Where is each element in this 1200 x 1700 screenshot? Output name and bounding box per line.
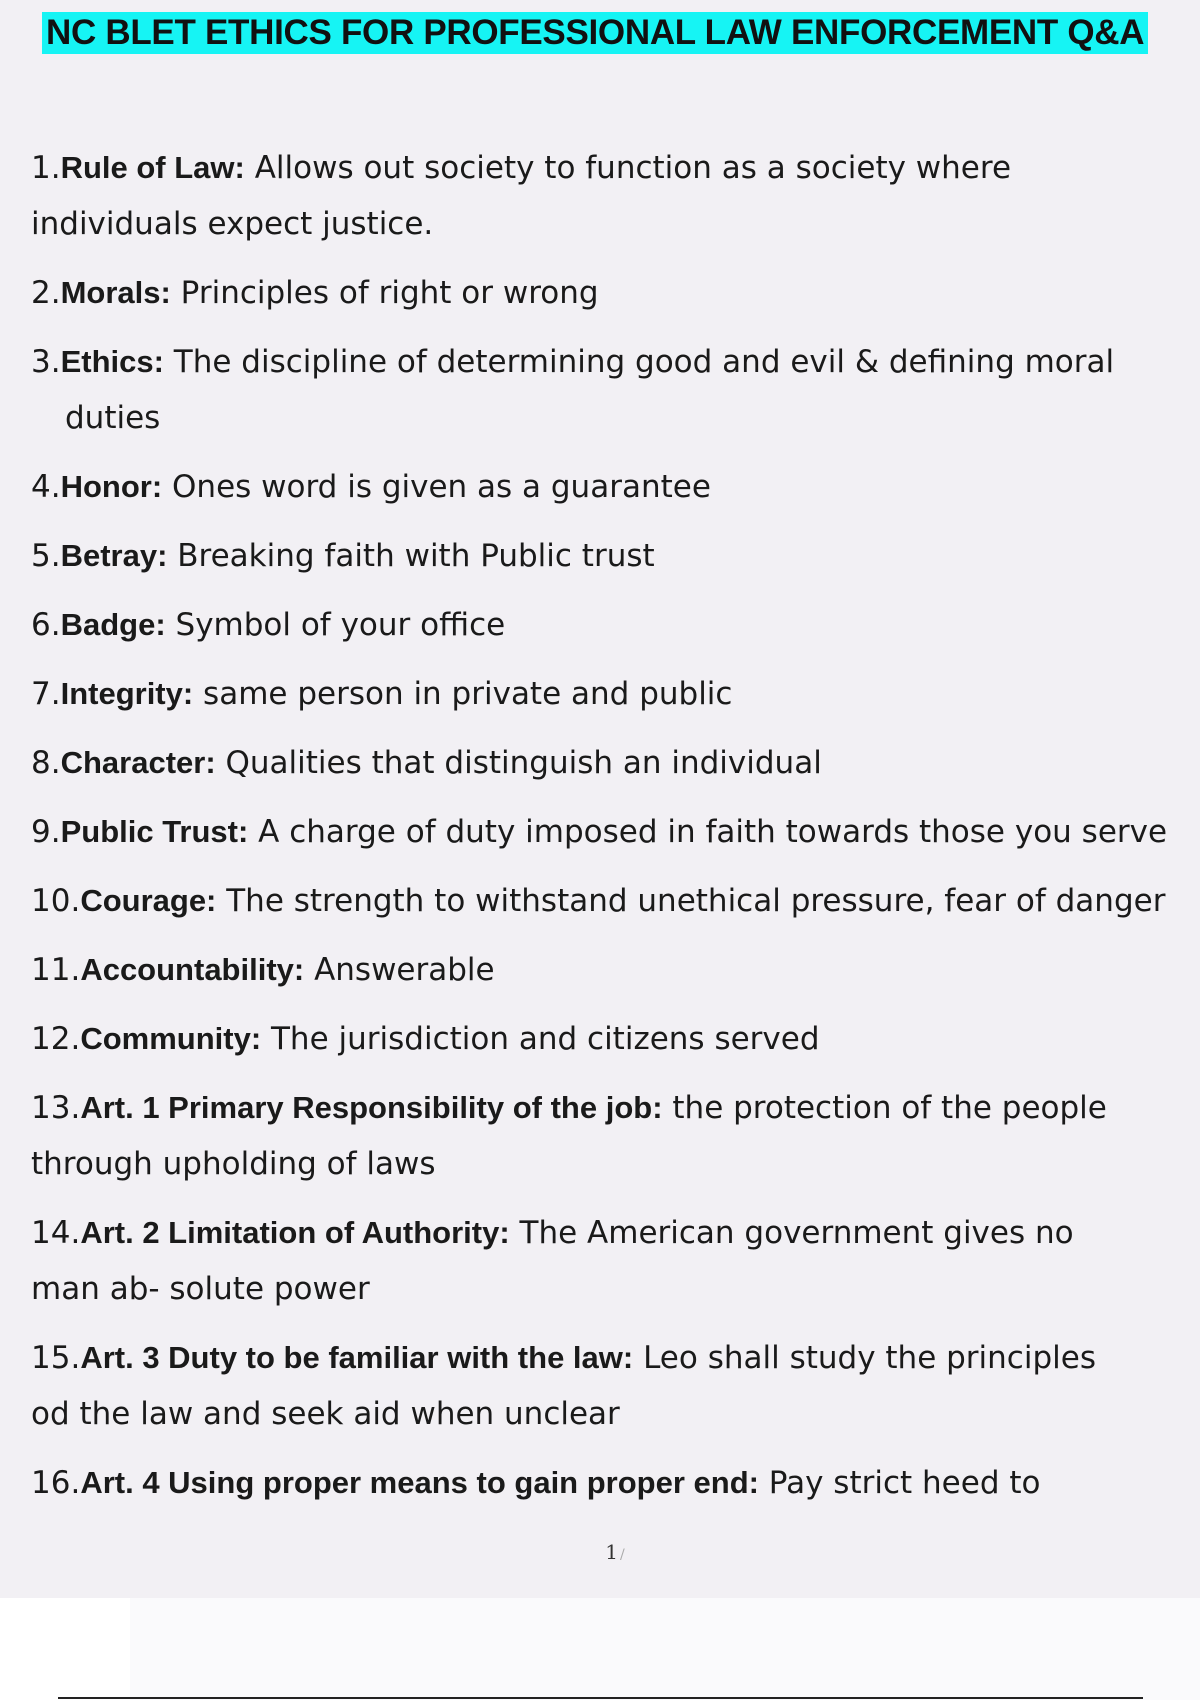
item-term: Morals: <box>60 275 171 310</box>
list-item <box>31 873 1200 929</box>
item-term: Art. 1 Primary Responsibility of the job: <box>80 1090 663 1125</box>
item-number: 12. <box>31 1021 81 1057</box>
list-item <box>31 597 1200 653</box>
list-item <box>31 735 1200 791</box>
item-definition: Leo shall study the principles <box>633 1340 1096 1376</box>
item-number: 16. <box>31 1465 81 1501</box>
item-definition: Answerable <box>304 952 495 988</box>
list-item <box>31 804 1200 860</box>
item-definition: Ones word is given as a guarantee <box>162 469 711 505</box>
item-number: 2. <box>31 275 61 311</box>
item-term: Art. 4 Using proper means to gain proper end: <box>80 1465 759 1500</box>
item-number: 3. <box>31 344 61 380</box>
next-page-margin <box>130 1598 1200 1700</box>
item-term: Betray: <box>60 538 168 573</box>
item-term: Integrity: <box>60 676 194 711</box>
item-number: 7. <box>31 676 61 712</box>
item-number: 4. <box>31 469 61 505</box>
item-definition: A charge of duty imposed in faith towards those you serve <box>248 814 1168 850</box>
item-term: Art. 2 Limitation of Authority: <box>80 1215 510 1250</box>
page-number <box>0 1540 1200 1564</box>
document-title: NC BLET ETHICS FOR PROFESSIONAL LAW ENFORCEMENT Q&A <box>42 12 1148 54</box>
item-number: 5. <box>31 538 61 574</box>
list-item <box>31 1330 1200 1442</box>
item-definition: Allows out society to function as a society where <box>244 150 1012 186</box>
item-term: Accountability: <box>80 952 305 987</box>
list-item <box>31 140 1200 252</box>
footer-rule <box>58 1697 1143 1699</box>
item-continuation: od the law and seek aid when unclear <box>31 1396 620 1432</box>
item-definition: The strength to withstand unethical pressure, fear of danger <box>216 883 1166 919</box>
item-term: Character: <box>60 745 216 780</box>
item-definition: same person in private and public <box>193 676 733 712</box>
item-definition: Qualities that distinguish an individual <box>215 745 822 781</box>
list-item <box>31 1205 1200 1317</box>
list-item <box>31 1011 1200 1067</box>
item-term: Rule of Law: <box>60 150 245 185</box>
item-definition: the protection of the people <box>662 1090 1107 1126</box>
item-definition: Breaking faith with Public trust <box>167 538 655 574</box>
item-continuation: man ab- solute power <box>31 1271 370 1307</box>
item-number: 11. <box>31 952 81 988</box>
item-continuation: duties <box>65 400 161 436</box>
item-number: 8. <box>31 745 61 781</box>
list-item <box>31 942 1200 998</box>
item-number: 9. <box>31 814 61 850</box>
list-item <box>31 666 1200 722</box>
list-item <box>31 1455 1200 1511</box>
list-item <box>31 459 1200 515</box>
item-definition: Pay strict heed to <box>758 1465 1041 1501</box>
list-item <box>31 334 1200 446</box>
item-number: 1. <box>31 150 61 186</box>
item-definition: Symbol of your office <box>165 607 506 643</box>
item-term: Badge: <box>60 607 166 642</box>
item-number: 10. <box>31 883 81 919</box>
item-definition: The discipline of determining good and evil & defining moral <box>163 344 1115 380</box>
title-container <box>42 12 1148 54</box>
item-number: 15. <box>31 1340 81 1376</box>
item-continuation: through upholding of laws <box>31 1146 436 1182</box>
item-number: 14. <box>31 1215 81 1251</box>
item-term: Public Trust: <box>60 814 249 849</box>
item-term: Community: <box>80 1021 262 1056</box>
item-term: Honor: <box>60 469 163 504</box>
item-continuation: individuals expect justice. <box>31 206 434 242</box>
item-term: Courage: <box>80 883 217 918</box>
qa-list <box>31 140 1200 1524</box>
item-term: Ethics: <box>60 344 164 379</box>
item-definition: The American government gives no <box>509 1215 1074 1251</box>
list-item <box>31 265 1200 321</box>
item-term: Art. 3 Duty to be familiar with the law: <box>80 1340 634 1375</box>
page-number-value: 1 <box>605 1540 618 1564</box>
item-number: 6. <box>31 607 61 643</box>
list-item <box>31 528 1200 584</box>
item-definition: The jurisdiction and citizens served <box>261 1021 820 1057</box>
list-item <box>31 1080 1200 1192</box>
item-number: 13. <box>31 1090 81 1126</box>
item-definition: Principles of right or wrong <box>170 275 599 311</box>
page-number-separator: / <box>620 1547 625 1563</box>
